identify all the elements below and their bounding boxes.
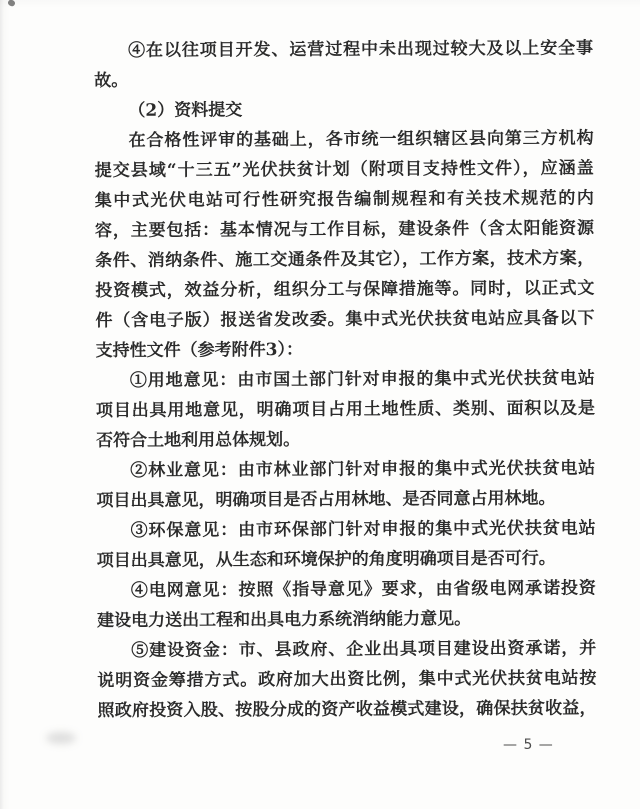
numbered-item-line: ⑤建设资金：市、县政府、企业出具项目建设出资承诺，并 — [131, 638, 597, 661]
text-line: 在合格性评审的基础上，各市统一组织辖区县向第三方机构 — [128, 128, 594, 151]
section-heading-line: （2）资料提交 — [128, 100, 243, 121]
page-body-text — [94, 33, 597, 726]
numbered-item-line: ①用地意见：由市国土部门针对申报的集中式光伏扶贫电站 — [129, 368, 595, 391]
text-line: 容，主要包括：基本情况与工作目标，建设条件（含太阳能资源 — [94, 218, 595, 241]
numbered-item-line: ③环保意见：由市环保部门针对申报的集中式光伏扶贫电站 — [130, 518, 596, 541]
text-line: 项目出具意见，从生态和环境保护的角度明确项目是否可行。 — [96, 548, 556, 571]
text-line: 否符合土地利用总体规划。 — [96, 429, 301, 451]
text-line: 投资模式，效益分析，组织分工与保障措施等。同时，以正式文 — [95, 278, 595, 301]
text-line: 件（含电子版）报送省发改委。集中式光伏扶贫电站应具备以下 — [95, 308, 595, 331]
text-line: 支持性文件（参考附件3）： — [95, 339, 304, 361]
text-line: 说明资金筹措方式。政府加大出资比例，集中式光伏扶贫电站按 — [97, 668, 597, 691]
text-line: ④在以往项目开发、运营过程中未出现过较大及以上安全事 — [128, 38, 594, 61]
text-line: 条件、消纳条件、施工交通条件及其它），工作方案，技术方案， — [95, 248, 595, 271]
numbered-item-line: ②林业意见：由市林业部门针对申报的集中式光伏扶贫电站 — [130, 458, 596, 481]
text-line: 照政府投资入股、按股分成的资产收益模式建设，确保扶贫收益， — [97, 698, 597, 721]
text-line: 故。 — [94, 70, 129, 91]
numbered-item-line: ④电网意见：按照《指导意见》要求，由省级电网承诺投资 — [130, 578, 596, 601]
text-line: 建设电力送出工程和出具电力系统消纳能力意见。 — [97, 609, 472, 631]
scan-artifact-smudge — [46, 732, 76, 744]
text-line: 集中式光伏电站可行性研究报告编制规程和有关技术规范的内 — [94, 188, 594, 211]
text-line: 项目出具用地意见，明确项目占用土地性质、类别、面积以及是 — [95, 398, 596, 421]
scan-artifact-speck — [7, 0, 16, 7]
text-line: 项目出具意见，明确项目是否占用林地、是否同意占用林地。 — [96, 488, 556, 511]
page-number: — 5 — — [503, 737, 554, 753]
text-line: 提交县域“十三五”光伏扶贫计划（附项目支持性文件），应涵盖 — [94, 158, 594, 181]
